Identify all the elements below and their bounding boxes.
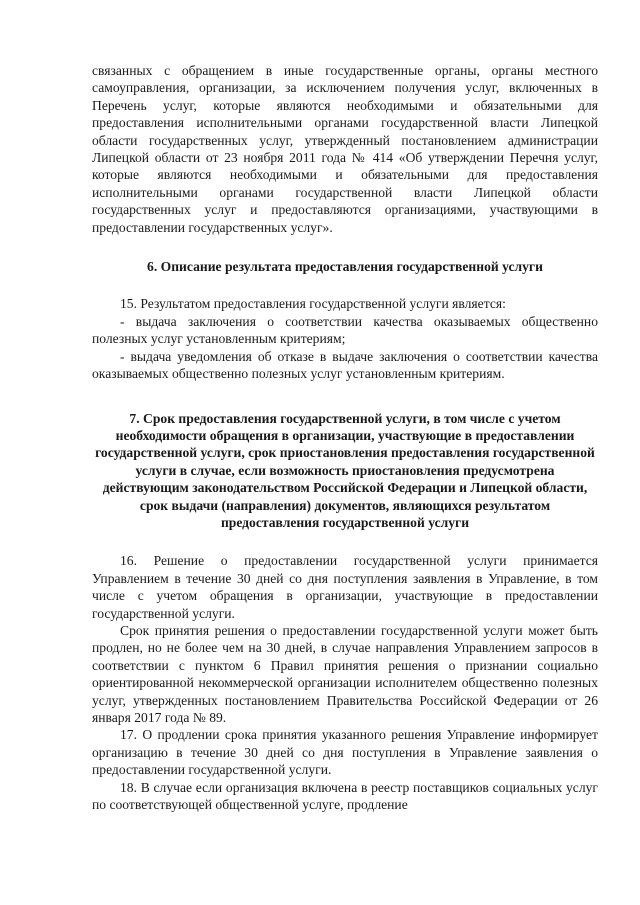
paragraph-18: 18. В случае если организация включена в реестр поставщиков социальных услуг по соответствующей общественной услуге, продление	[92, 779, 598, 813]
spacer	[92, 383, 598, 410]
paragraph-15-item-1: - выдача заключения о соответствии качества оказываемых общественно полезных услуг установленным критериям;	[92, 313, 598, 347]
spacer	[92, 275, 598, 295]
section-6-heading: 6. Описание результата предоставления государственной услуги	[147, 259, 543, 275]
paragraph-17: 17. О продлении срока принятия указанного решения Управление информирует организацию в течение 30 дней со дня поступления в Управление заявления о предоставлении государственной услуги.	[92, 727, 598, 778]
paragraph-continuation: связанных с обращением в иные государственные органы, органы местного самоуправления, организации, за исключением получения услуг, включенных в Перечень услуг, которые являются необходимыми и обязательными для предоставления исполнительными органами государственной власти Липецкой области государственных услуг, утвержденный постановлением администрации Липецкой области от 23 ноября 2011 года № 414 «Об утверждении Перечня услуг, которые являются необходимыми и обязательными для предоставления исполнительными органами государственной власти Липецкой области государственных услуг и предоставляются организациями, участвующими в предоставлении государственных услуг».	[92, 63, 598, 235]
spacer	[92, 236, 598, 258]
paragraph-16-extension: Срок принятия решения о предоставлении государственной услуги может быть продлен, но не более чем на 30 дней, в случае направления Управлением запросов в соответствии с пунктом 6 Правил принятия решения о признании социально ориентированной некоммерческой организации исполнителем общественно полезных услуг, утвержденных постановлением Правительства Российской Федерации от 26 января 2017 года № 89.	[92, 622, 598, 725]
paragraph-15: 15. Результатом предоставления государственной услуги является:	[120, 296, 506, 312]
paragraph-16: 16. Решение о предоставлении государственной услуги принимается Управлением в течение 30 дней со дня поступления заявления в Управление, в том числе с учетом обращения в организации, участвующие в предоставлении государственной услуги.	[92, 553, 598, 621]
paragraph-15-item-2: - выдача уведомления об отказе в выдаче заключения о соответствии качества оказываемых общественно полезных услуг установленным критериям.	[92, 348, 598, 382]
spacer	[92, 531, 598, 552]
document-page	[92, 62, 598, 813]
section-7-heading: 7. Срок предоставления государственной услуги, в том числе с учетом необходимости обращения в организации, участвующие в предоставлении государственной услуги, срок приостановления предоставления государственной услуги в случае, если возможность приостановления предусмотрена действующим законодательством Российской Федерации и Липецкой области, срок выдачи (направления) документов, являющихся результатом предоставления государственной услуги	[95, 410, 595, 530]
